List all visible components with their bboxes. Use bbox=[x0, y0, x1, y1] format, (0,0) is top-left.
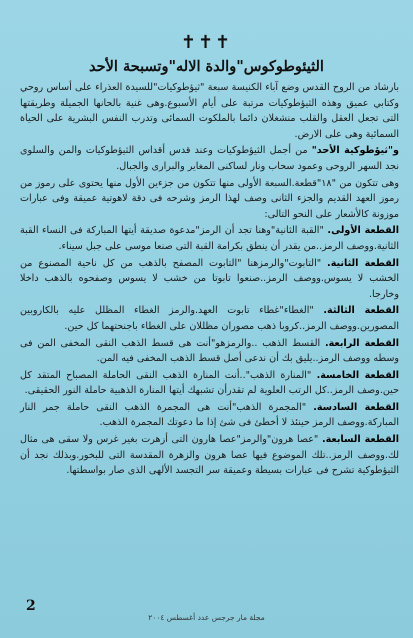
paragraph bbox=[20, 336, 399, 367]
crosses-ornament: ✝✝✝ bbox=[180, 32, 233, 53]
paragraph bbox=[20, 176, 399, 223]
paragraph bbox=[20, 400, 399, 431]
paragraph-text: وهى تتكون من "١٨"قطعة.السبعة الأولى منها تتكون من جزءين الأول منها يحتوى على رموز من رموز العهد القديم والجزء الثانى وصف لهذا الرمز وشرحه فى دقة لاهوتية عميقة وفى عبارات موزونة كالأشعار على النحو التالى: bbox=[20, 177, 399, 220]
paragraph-lead: القطعة الثانية. bbox=[327, 257, 399, 269]
footer-text: مجلة مار جرجس عدد أغسطس ٢٠٠٤ bbox=[148, 613, 265, 622]
paragraph-lead: القطعة الأولى. bbox=[327, 225, 399, 237]
paragraph bbox=[20, 256, 399, 303]
paragraph-lead: القطعة السابعة. bbox=[321, 434, 399, 446]
paragraph bbox=[20, 80, 399, 142]
paragraph bbox=[20, 368, 399, 399]
paragraph-lead: القطعة الخامسة. bbox=[316, 369, 399, 381]
paragraph-text: "المنارة الذهب"..أنت المنارة الذهب النقى الحاملة المصباح المتقد كل حين.وصف الرمز..كل الرتب العلوية لم تقدرأن تشبهك أيتها المنارة الذهبية حاملة النور الحقيقى. bbox=[20, 369, 399, 397]
paragraph-lead: القطعة السادسة. bbox=[313, 401, 399, 413]
article-body bbox=[20, 80, 399, 600]
paragraph-text: القسط الذهب ..والرمزهو"أنت هى قسط الذهب النقى المخفى المن فى وسطه ووصف الرمز..يليق بك أن ندعى أصل قسط الذهب المخفى فيه المن. bbox=[20, 337, 399, 365]
paragraph-text: "الغطاء"غطاء تابوت العهد.والرمز الغطاء المظلل عليه بالكاروبين المصورين.ووصف الرمز..كروبا ذهب مصوران مظللان على الغطاء باجنحتهما كل حين. bbox=[20, 305, 399, 332]
paragraph-text: "التابوت"والرمزهنا "التابوت المصفح بالذهب من كل ناحية المصنوع من الخشب لا يسوس.ووصف الرمز..صنعوا تابوتا من خشب لا يسوس وصفحوه بالذهب داخلا وخارجا. bbox=[20, 257, 399, 300]
page-number: 2 bbox=[26, 598, 36, 614]
page-title: الثيئوطوكوس"والدة الاله"وتسبحة الأحد bbox=[89, 58, 324, 75]
paragraph bbox=[20, 143, 399, 174]
paragraph bbox=[20, 223, 399, 254]
paragraph-text: من أجمل الثيؤطوكيات وعند قدس أقداس الثيؤطوكيات والمن والسلوى نجد السهر الروحى وعمود سحاب ونار لساكنى المغاير والبرارى والجبال. bbox=[20, 145, 399, 172]
paragraph-lead: القطعة الرابعة. bbox=[324, 337, 399, 349]
paragraph-lead: و"ثيؤطوكية الأحد" bbox=[311, 145, 399, 157]
paragraph-text: بارشاد من الروح القدس وضع آباء الكنيسة سبعة "ثيؤطوكيات"للسيدة العذراء على أساس روحي وكتابي عميق وهذه الثيؤطوكيات مرتبة على أيام الأسبوع.وهى غنية بالحانها الجميلة وطريقتها التى تجعل العقل والقلب منشغلان دائما بالملكوت السمائى وتدرب النفس البشرية على الحياة السمائية وهى على الارض. bbox=[20, 82, 399, 140]
paragraph-text: "القبة الثانية"وهنا تجد أن الرمز"مدعوة صديقة أيتها المباركة فى النساء القبة الثانية.ووصف الرمز..من يقدر أن ينطق بكرامة القبة التى صنعا موسى على جبل سيناء. bbox=[20, 225, 399, 252]
paragraph bbox=[20, 303, 399, 334]
paragraph-lead: القطعة الثالثة. bbox=[323, 305, 399, 317]
paragraph bbox=[20, 432, 399, 479]
paragraph-text: "المجمرة الذهب"أنت هى المجمرة الذهب النقى حاملة جمر النار المباركة.ووصف الرمز حينئذ لا أخطئ فى شئ إذا ما دعوتك المجمرة الذهب. bbox=[20, 401, 399, 429]
paragraph-text: "عصا هرون"والرمز"عصا هارون التى أزهرت بغير غرس ولا سقى هى مثال لك.ووصف الرمز..تلك الموضوع فيها عصا هرون والزهرة المقدسة التى للبخور.وبذلك نجد أن الثيؤطوكية تشرح فى عبارات بسيطة وعميقة سر التجسد الألهى الذى صار بواسطتها. bbox=[20, 434, 399, 477]
